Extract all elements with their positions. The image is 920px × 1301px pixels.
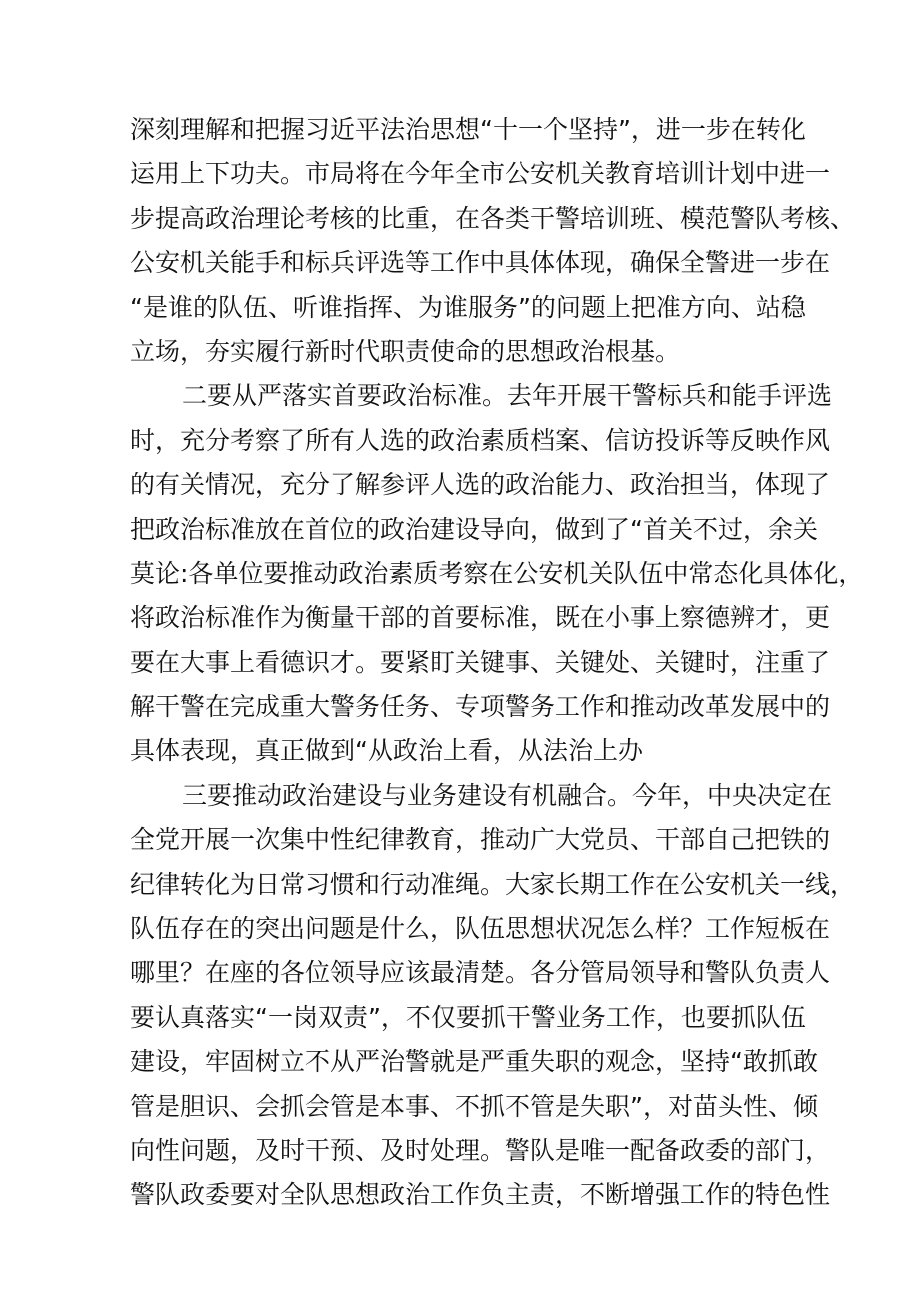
text-line: 管是胆识、会抓会管是本事、不抓不管是失职”，对苗头性、倾 <box>130 1091 818 1121</box>
text-line: 公安机关能手和标兵评选等工作中具体体现，确保全警进一步在 <box>130 248 831 278</box>
body-text <box>130 108 864 1218</box>
text-line: 向性问题，及时干预、及时处理。警队是唯一配备政委的部门， <box>130 1135 831 1165</box>
text-line: 步提高政治理论考核的比重，在各类干警培训班、模范警队考核、 <box>130 203 856 233</box>
text-line: “是谁的队伍、听谁指挥、为谁服务”的问题上把准方向、站稳 <box>130 292 806 322</box>
text-line: 具体表现，真正做到“从政治上看，从法治上办 <box>130 736 643 766</box>
text-line: 要在大事上看德识才。要紧盯关键事、关键处、关键时，注重了 <box>130 647 831 677</box>
text-line: 建设，牢固树立不从严治警就是严重失职的观念，坚持“敢抓敢 <box>130 1047 818 1077</box>
text-line: 把政治标准放在首位的政治建设导向，做到了“首关不过，余关 <box>130 514 818 544</box>
text-line: 时，充分考察了所有人选的政治素质档案、信访投诉等反映作风 <box>130 425 831 455</box>
text-line: 纪律转化为日常习惯和行动准绳。大家长期工作在公安机关一线， <box>130 869 856 899</box>
text-line: 的有关情况，充分了解参评人选的政治能力、政治担当，体现了 <box>130 470 831 500</box>
text-line: 立场，夯实履行新时代职责使命的思想政治根基。 <box>130 336 681 366</box>
text-line: 警队政委要对全队思想政治工作负主责，不断增强工作的特色性 <box>130 1180 831 1210</box>
text-line: 队伍存在的突出问题是什么，队伍思想状况怎么样？工作短板在 <box>130 914 831 944</box>
text-line: 将政治标准作为衡量干部的首要标准，既在小事上察德辨才，更 <box>130 603 831 633</box>
paragraph-start-line: 三要推动政治建设与业务建设有机融合。今年，中央决定在 <box>182 780 833 810</box>
text-line: 全党开展一次集中性纪律教育，推动广大党员、干部自己把铁的 <box>130 825 831 855</box>
text-line: 哪里？在座的各位领导应该最清楚。各分管局领导和警队负责人 <box>130 958 831 988</box>
text-line: 深刻理解和把握习近平法治思想“十一个坚持”，进一步在转化 <box>130 115 806 144</box>
text-line: 解干警在完成重大警务任务、专项警务工作和推动改革发展中的 <box>130 692 831 722</box>
text-line: 要认真落实“一岗双责”，不仅要抓干警业务工作，也要抓队伍 <box>130 1002 806 1032</box>
text-line: 莫论:各单位要推动政治素质考察在公安机关队伍中常态化具体化， <box>130 558 864 588</box>
text-line: 运用上下功夫。市局将在今年全市公安机关教育培训计划中进一 <box>130 159 831 189</box>
paragraph-start-line: 二要从严落实首要政治标准。去年开展干警标兵和能手评选 <box>182 381 833 411</box>
